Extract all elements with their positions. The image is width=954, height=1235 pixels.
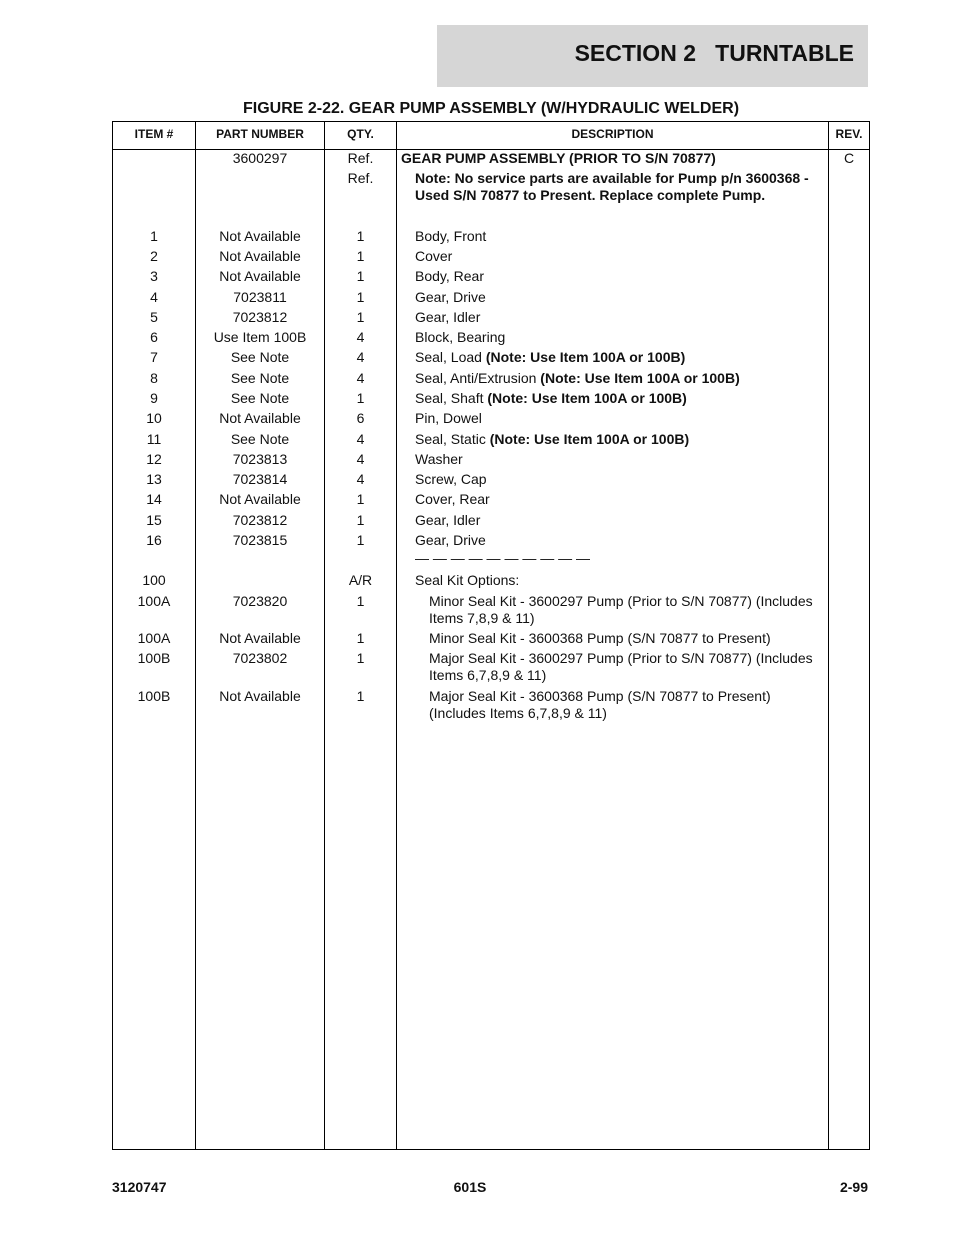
description: Major Seal Kit - 3600368 Pump (S/N 70877 to Present) (Includes Items 6,7,8,9 & 11) [429, 688, 771, 721]
qty: A/R [348, 572, 373, 588]
description: Gear, Drive [415, 532, 486, 548]
part-number: 7023820 [232, 593, 288, 609]
qty: 1 [356, 512, 365, 528]
part-number: 7023813 [232, 451, 288, 467]
item-number: 14 [146, 491, 162, 507]
item-number: 100A [137, 630, 171, 646]
qty: 6 [356, 410, 365, 426]
description: Minor Seal Kit - 3600368 Pump (S/N 70877 to Present) [429, 630, 771, 646]
header-item: ITEM # [134, 127, 174, 141]
description: Body, Rear [415, 268, 484, 284]
header-rev: REV. [835, 127, 863, 141]
item-number: 5 [150, 309, 158, 325]
qty: 4 [356, 431, 365, 447]
qty: 1 [356, 289, 365, 305]
qty: Ref. [347, 150, 374, 166]
part-number: 7023815 [232, 532, 288, 548]
qty: 1 [356, 650, 365, 666]
description-text: Seal, Shaft [415, 390, 488, 406]
rev: C [843, 150, 855, 166]
description: Gear, Idler [415, 309, 481, 325]
item-number: 12 [146, 451, 162, 467]
qty: 4 [356, 451, 365, 467]
column-divider [396, 122, 397, 1149]
header-qty: QTY. [347, 127, 374, 141]
qty: 1 [356, 228, 365, 244]
qty: 1 [356, 532, 365, 548]
description: Gear, Drive [415, 289, 486, 305]
description: Body, Front [415, 228, 487, 244]
qty: 1 [356, 390, 365, 406]
item-number: 1 [150, 228, 158, 244]
item-number: 100 [142, 572, 166, 588]
part-number: See Note [230, 370, 290, 386]
description: GEAR PUMP ASSEMBLY (PRIOR TO S/N 70877) [401, 150, 716, 166]
description: Pin, Dowel [415, 410, 482, 426]
item-number: 100B [137, 650, 171, 666]
qty: 1 [356, 593, 365, 609]
part-number: 3600297 [232, 150, 288, 166]
part-number: 7023814 [232, 471, 288, 487]
description: Washer [415, 451, 463, 467]
description [415, 431, 827, 448]
section-title: SECTION 2 TURNTABLE [574, 40, 854, 66]
item-number: 15 [146, 512, 162, 528]
description: Seal Kit Options: [415, 572, 520, 588]
footer-doc-number: 3120747 [112, 1179, 167, 1195]
part-number: See Note [230, 431, 290, 447]
description-text: Seal, Anti/Extrusion [415, 370, 541, 386]
description [415, 390, 827, 407]
item-number: 11 [146, 431, 162, 447]
item-number: 13 [146, 471, 162, 487]
header-description: DESCRIPTION [571, 127, 654, 141]
part-number: 7023802 [232, 650, 288, 666]
part-number: Not Available [219, 630, 301, 646]
item-number: 16 [146, 532, 162, 548]
description-text: Seal, Static [415, 431, 490, 447]
description: Block, Bearing [415, 329, 506, 345]
item-number: 4 [150, 289, 158, 305]
qty: Ref. [347, 170, 374, 186]
description [415, 349, 827, 366]
part-number: Not Available [219, 228, 301, 244]
description: Major Seal Kit - 3600297 Pump (Prior to S/N 70877) (Includes Items 6,7,8,9 & 11) [429, 650, 813, 683]
header-part-number: PART NUMBER [216, 127, 304, 141]
qty: 1 [356, 268, 365, 284]
qty: 1 [356, 688, 365, 704]
parts-table [112, 121, 870, 1150]
description: Cover, Rear [415, 491, 490, 507]
part-number: See Note [230, 390, 290, 406]
qty: 1 [356, 309, 365, 325]
part-number: Not Available [219, 688, 301, 704]
item-number: 9 [150, 390, 158, 406]
part-number: Not Available [219, 248, 301, 264]
qty: 1 [356, 248, 365, 264]
item-number: 7 [150, 349, 158, 365]
part-number: Not Available [219, 491, 301, 507]
description-text: Seal, Load [415, 349, 486, 365]
part-number: Not Available [219, 268, 301, 284]
item-number: 100A [137, 593, 171, 609]
part-number: 7023811 [233, 289, 287, 305]
description: Cover [415, 248, 453, 264]
figure-title: FIGURE 2-22. GEAR PUMP ASSEMBLY (W/HYDRAULIC WELDER) [242, 100, 740, 117]
qty: 4 [356, 349, 365, 365]
item-number: 10 [146, 410, 162, 426]
section-header [437, 25, 868, 87]
description: Screw, Cap [415, 471, 487, 487]
item-number: 2 [150, 248, 158, 264]
description-note: (Note: Use Item 100A or 100B) [485, 349, 686, 365]
description: Gear, Idler [415, 512, 481, 528]
qty: 1 [356, 491, 365, 507]
part-number: 7023812 [232, 512, 288, 528]
footer-model: 601S [453, 1179, 487, 1195]
part-number: Not Available [219, 410, 301, 426]
qty: 4 [356, 370, 365, 386]
description: Minor Seal Kit - 3600297 Pump (Prior to S/N 70877) (Includes Items 7,8,9 & 11) [429, 593, 813, 626]
qty: 4 [356, 471, 365, 487]
description [415, 370, 827, 387]
dash-separator: — — — — — — — — — — [415, 550, 591, 566]
part-number: Use Item 100B [213, 329, 307, 345]
qty: 4 [356, 329, 365, 345]
item-number: 3 [150, 268, 158, 284]
description-note: (Note: Use Item 100A or 100B) [540, 370, 740, 386]
part-number: See Note [230, 349, 290, 365]
footer-page-number: 2-99 [839, 1179, 868, 1195]
qty: 1 [356, 630, 365, 646]
item-number: 6 [150, 329, 158, 345]
description-note: (Note: Use Item 100A or 100B) [489, 431, 690, 447]
item-number: 8 [150, 370, 158, 386]
part-number: 7023812 [232, 309, 288, 325]
item-number: 100B [137, 688, 171, 704]
description: Note: No service parts are available for Pump p/n 3600368 - Used S/N 70877 to Present. Replace complete Pump. [415, 170, 809, 203]
description-note: (Note: Use Item 100A or 100B) [487, 390, 687, 406]
